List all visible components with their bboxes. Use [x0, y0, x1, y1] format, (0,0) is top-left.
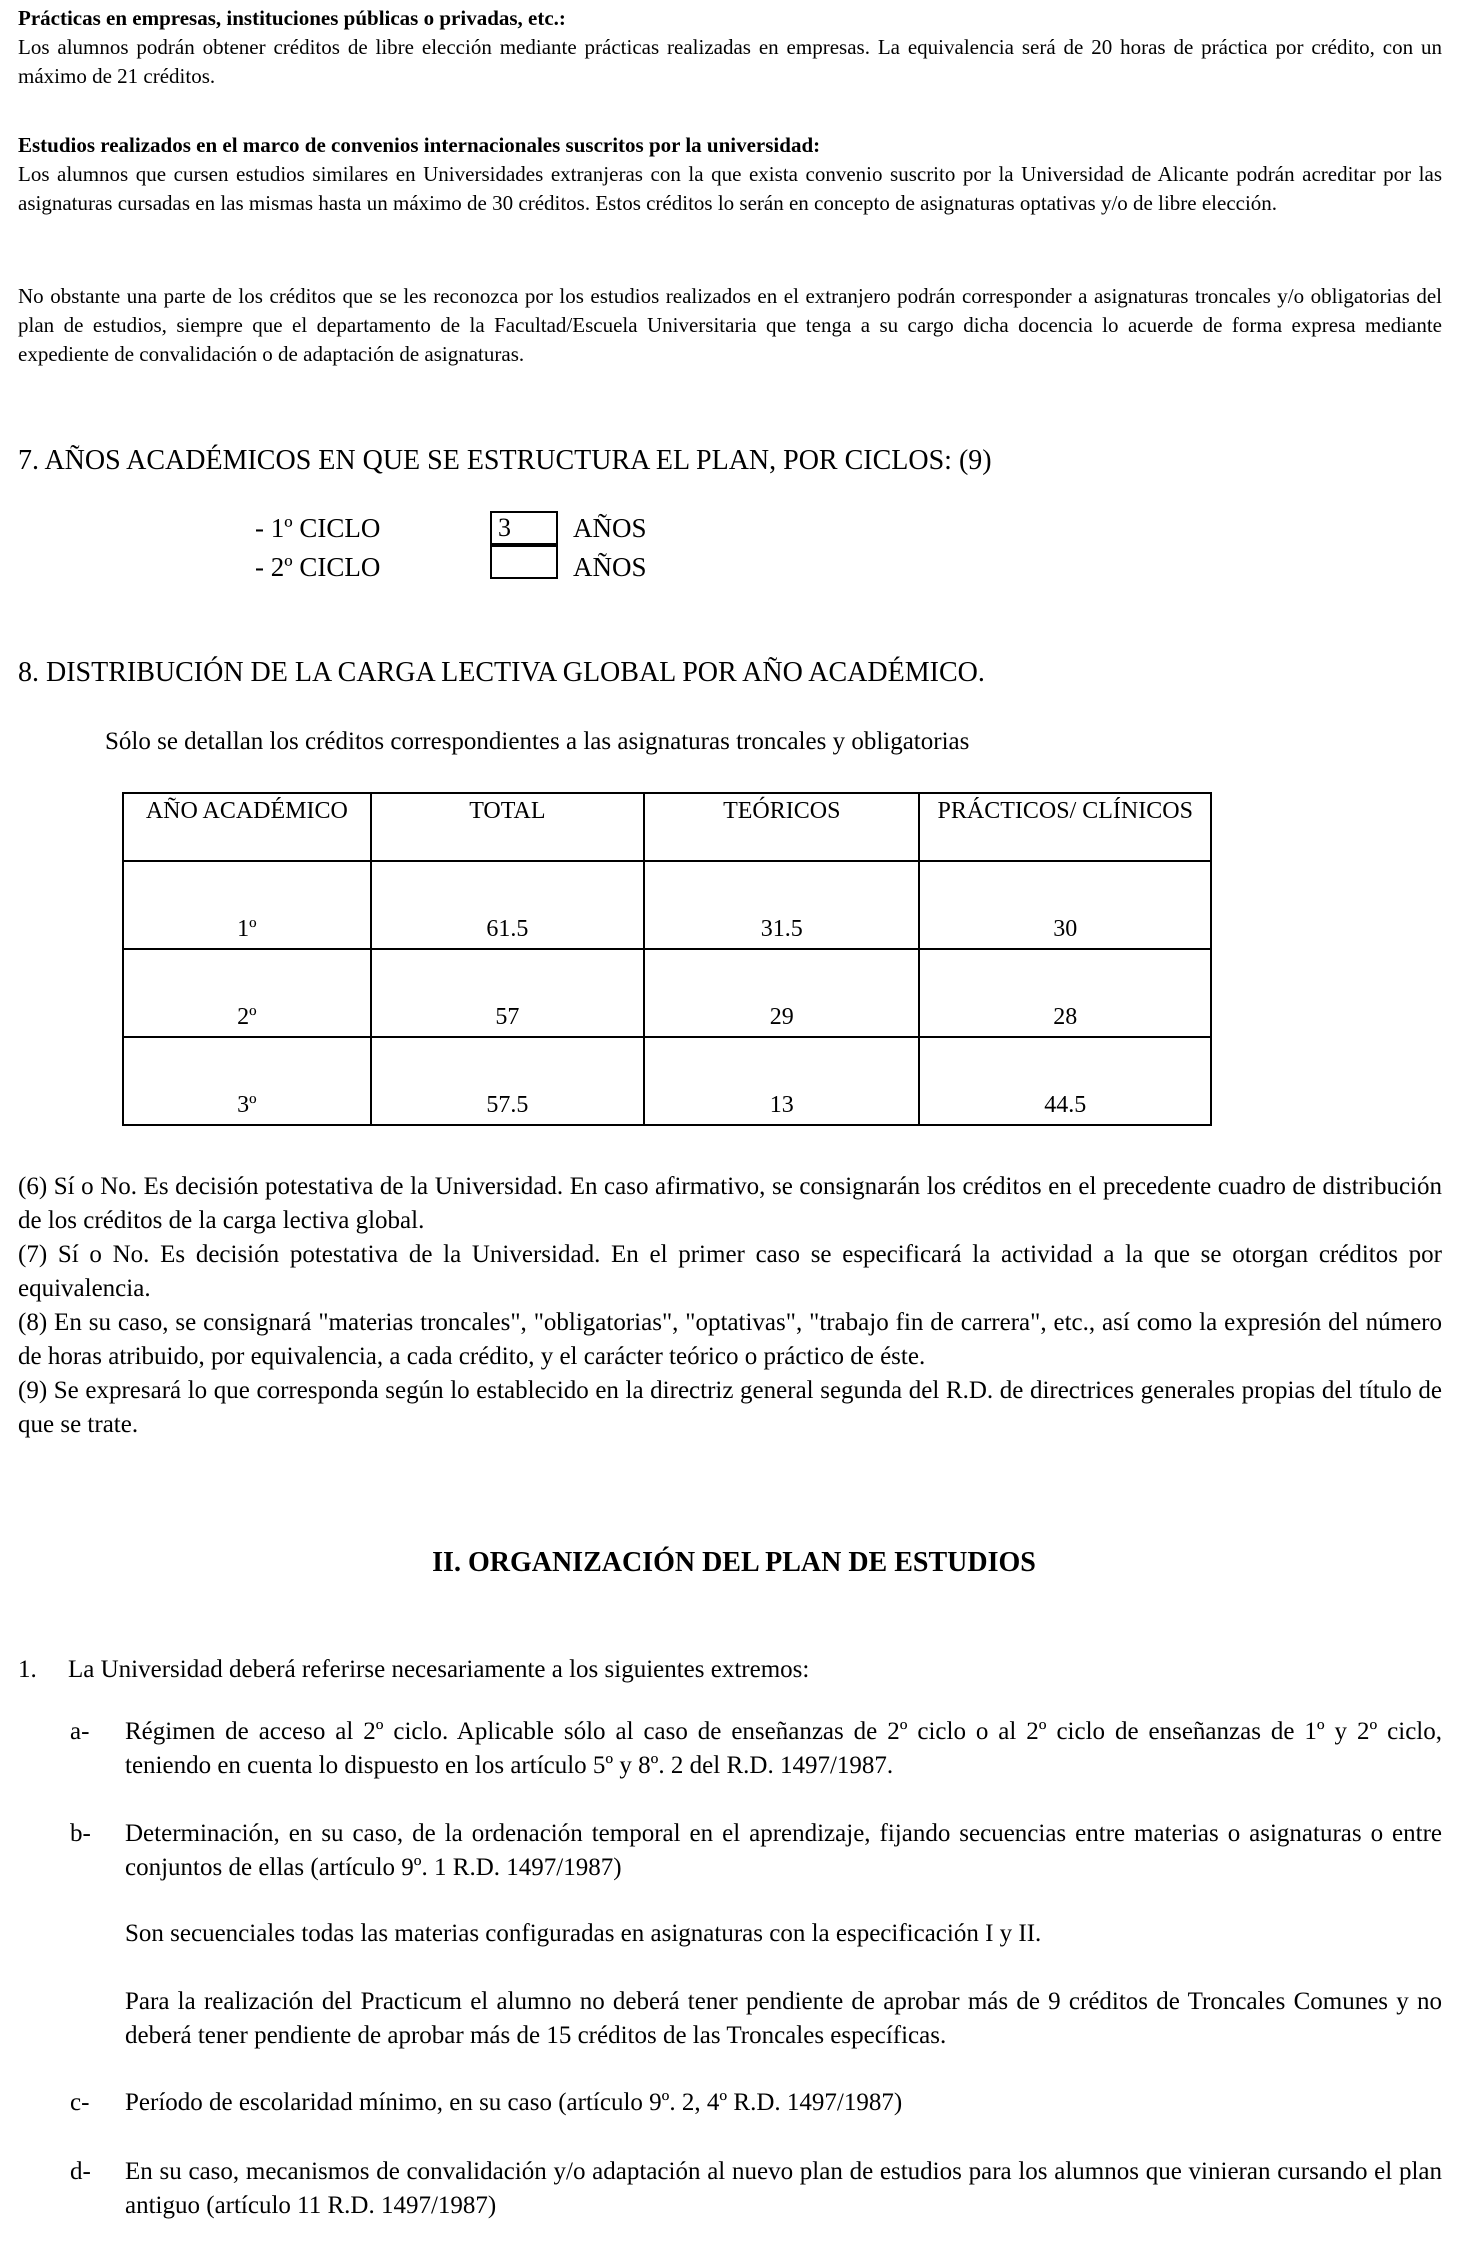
no-obstante-paragraph: No obstante una parte de los créditos que se les reconozca por los estudios realizados en el extranjero podrán corresponder a asignaturas troncales y/o obligatorias del plan de estudios, siempre que el departamento de la Facultad/Escuela Universitaria que tenga a su cargo dicha docencia lo acuerde de forma expresa mediante expediente de convalidación o de adaptación de asignaturas.	[18, 284, 1442, 366]
section-8-title: 8. DISTRIBUCIÓN DE LA CARGA LECTIVA GLOBAL POR AÑO ACADÉMICO.	[18, 657, 985, 688]
item-b-paragraph-2: Para la realización del Practicum el alumno no deberá tener pendiente de aprobar más de 9 créditos de Troncales Comunes y no deberá tener pendiente de aprobar más de 15 créditos de las Troncales específicas.	[125, 1988, 1442, 2049]
table-row	[123, 861, 1211, 949]
col-header-ano: AÑO ACADÉMICO	[123, 793, 371, 861]
table-cell: 44.5	[919, 1037, 1211, 1125]
practicas-text: Los alumnos podrán obtener créditos de libre elección mediante prácticas realizadas en empresas. La equivalencia será de 20 horas de práctica por crédito, con un máximo de 21 créditos.	[18, 35, 1442, 88]
carga-lectiva-table	[122, 792, 1212, 1126]
item-c-marker: c-	[70, 2089, 90, 2116]
note-7: (7) Sí o No. Es decisión potestativa de la Universidad. En el primer caso se especificará la actividad a la que se otorgan créditos por equivalencia.	[18, 1241, 1442, 1302]
table-row	[123, 949, 1211, 1037]
item-1-marker: 1.	[18, 1656, 37, 1683]
ciclo2-label: - 2º CICLO	[255, 552, 381, 582]
section-ii-title: II. ORGANIZACIÓN DEL PLAN DE ESTUDIOS	[432, 1547, 1036, 1578]
note-8: (8) En su caso, se consignará "materias troncales", "obligatorias", "optativas", "trabajo fin de carrera", etc., así como la expresión del número de horas atribuido, por equivalencia, a cada crédito, y el carácter teórico o práctico de éste.	[18, 1309, 1442, 1370]
item-b-marker: b-	[70, 1820, 91, 1847]
ciclo2-unit: AÑOS	[573, 552, 647, 582]
item-b-paragraph-1: Son secuenciales todas las materias configuradas en asignaturas con la especificación I y II.	[125, 1920, 1042, 1947]
col-header-practicos: PRÁCTICOS/ CLÍNICOS	[919, 793, 1211, 861]
item-a-marker: a-	[70, 1718, 90, 1745]
convenios-text: Los alumnos que cursen estudios similares en Universidades extranjeras con la que exista convenio suscrito por la Universidad de Alicante podrán acreditar por las asignaturas cursadas en las mismas hasta un máximo de 30 créditos. Estos créditos lo serán en concepto de asignaturas optativas y/o de libre elección.	[18, 162, 1442, 215]
note-6: (6) Sí o No. Es decisión potestativa de la Universidad. En caso afirmativo, se consignarán los créditos en el precedente cuadro de distribución de los créditos de la carga lectiva global.	[18, 1173, 1442, 1234]
ciclo1-years-box: 3	[490, 511, 558, 545]
item-d-marker: d-	[70, 2158, 91, 2185]
note-9: (9) Se expresará lo que corresponda según lo establecido en la directriz general segunda del R.D. de directrices generales propias del título de que se trate.	[18, 1377, 1442, 1438]
table-cell: 28	[919, 949, 1211, 1037]
ciclo2-years-box	[490, 545, 558, 579]
table-cell: 1º	[123, 861, 371, 949]
col-header-teoricos: TEÓRICOS	[644, 793, 919, 861]
item-d-text: En su caso, mecanismos de convalidación y/o adaptación al nuevo plan de estudios para los alumnos que vinieran cursando el plan antiguo (artículo 11 R.D. 1497/1987)	[125, 2158, 1442, 2219]
item-a-text: Régimen de acceso al 2º ciclo. Aplicable sólo al caso de enseñanzas de 2º ciclo o al 2º ciclo de enseñanzas de 1º y 2º ciclo, teniendo en cuenta lo dispuesto en los artículo 5º y 8º. 2 del R.D. 1497/1987.	[125, 1718, 1442, 1779]
ciclo1-label: - 1º CICLO	[255, 513, 381, 543]
table-cell: 3º	[123, 1037, 371, 1125]
item-c-text: Período de escolaridad mínimo, en su caso (artículo 9º. 2, 4º R.D. 1497/1987)	[125, 2089, 903, 2116]
item-1-text: La Universidad deberá referirse necesariamente a los siguientes extremos:	[68, 1656, 810, 1683]
table-header-row	[123, 793, 1211, 861]
notes-block	[18, 1170, 1442, 1442]
practicas-title: Prácticas en empresas, instituciones públicas o privadas, etc.:	[18, 6, 566, 30]
table-cell: 57.5	[371, 1037, 644, 1125]
section-8-subtitle: Sólo se detallan los créditos correspondientes a las asignaturas troncales y obligatorias	[105, 728, 970, 755]
section-7-title: 7. AÑOS ACADÉMICOS EN QUE SE ESTRUCTURA EL PLAN, POR CICLOS: (9)	[18, 445, 992, 476]
ciclo1-unit: AÑOS	[573, 513, 647, 543]
col-header-total: TOTAL	[371, 793, 644, 861]
table-cell: 61.5	[371, 861, 644, 949]
table-cell: 13	[644, 1037, 919, 1125]
table-cell: 2º	[123, 949, 371, 1037]
table-cell: 30	[919, 861, 1211, 949]
table-cell: 57	[371, 949, 644, 1037]
table-cell: 29	[644, 949, 919, 1037]
convenios-title: Estudios realizados en el marco de convenios internacionales suscritos por la universidad:	[18, 133, 821, 157]
table-row	[123, 1037, 1211, 1125]
practicas-block	[18, 4, 1442, 91]
table-cell: 31.5	[644, 861, 919, 949]
item-b-text: Determinación, en su caso, de la ordenación temporal en el aprendizaje, fijando secuencias entre materias o asignaturas o entre conjuntos de ellas (artículo 9º. 1 R.D. 1497/1987)	[125, 1820, 1442, 1881]
convenios-block	[18, 131, 1442, 218]
